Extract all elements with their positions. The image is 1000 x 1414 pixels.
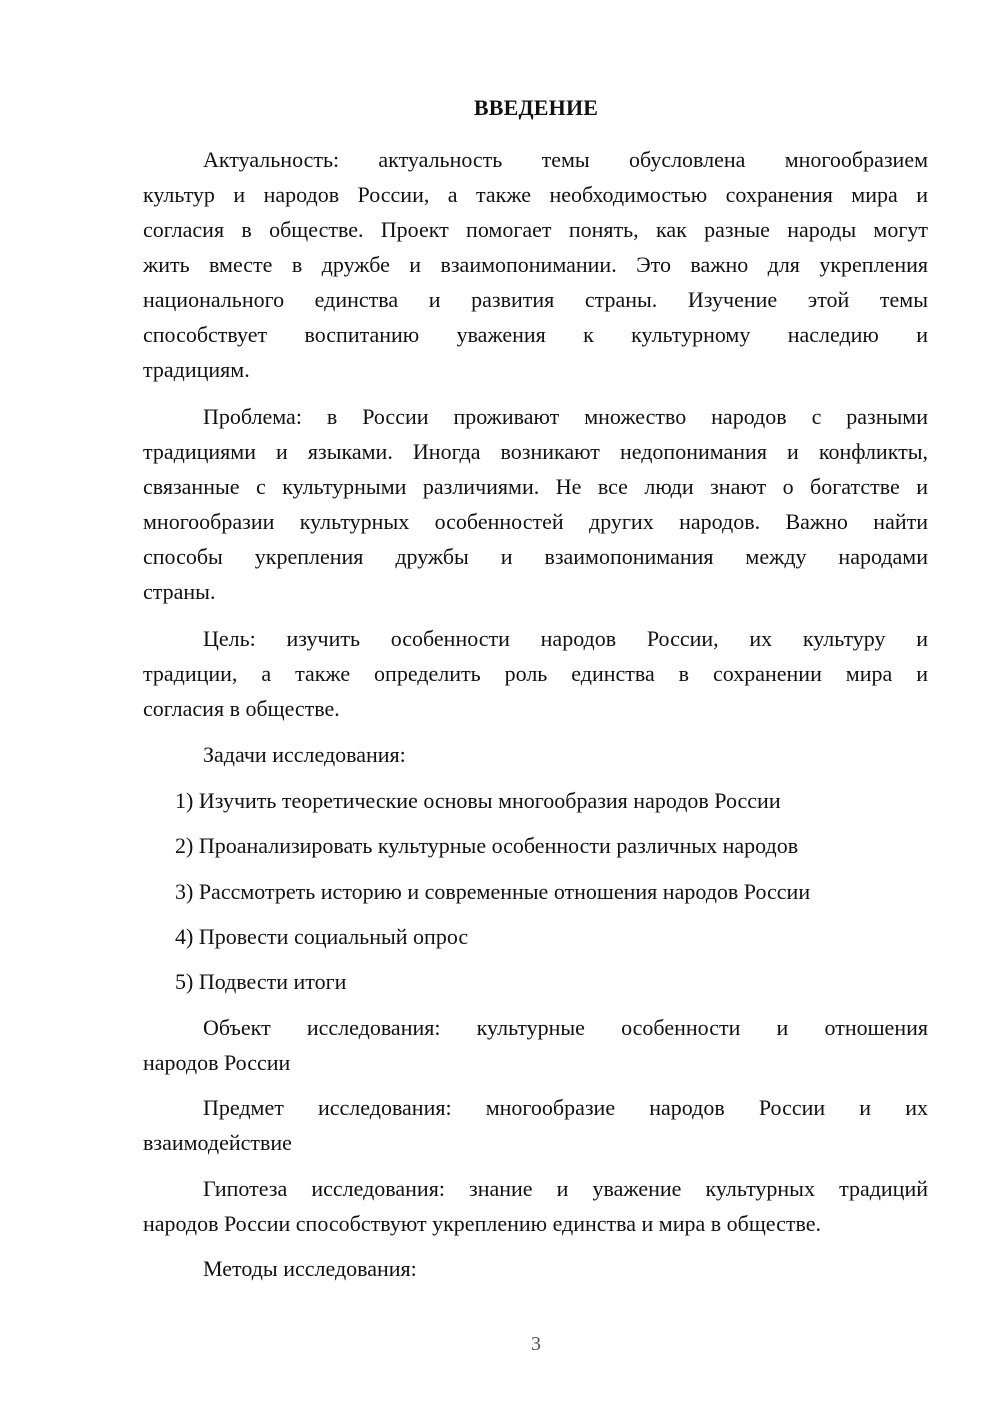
paragraph-line: согласия в обществе.: [143, 696, 340, 721]
relevance-paragraph: [143, 142, 928, 387]
paragraph-line: способы укрепления дружбы и взаимопонимания между народами: [143, 544, 928, 569]
tasks-heading: Задачи исследования:: [203, 742, 406, 767]
paragraph-line: Проблема: в России проживают множество народов с разными: [203, 404, 928, 429]
task-item: 4) Провести социальный опрос: [175, 924, 469, 949]
task-item: 2) Проанализировать культурные особенности различных народов: [175, 833, 799, 858]
task-item: 1) Изучить теоретические основы многообразия народов России: [175, 788, 781, 813]
hypothesis-paragraph: [143, 1171, 928, 1241]
task-item: 3) Рассмотреть историю и современные отношения народов России: [175, 879, 811, 904]
paragraph-line: согласия в обществе. Проект помогает понять, как разные народы могут: [143, 217, 928, 242]
tasks-heading-block: [143, 737, 928, 772]
paragraph-line: Объект исследования: культурные особенности и отношения: [203, 1015, 928, 1040]
methods-heading-block: [143, 1251, 928, 1286]
paragraph-line: народов России: [143, 1050, 291, 1075]
paragraph-line: многообразии культурных особенностей других народов. Важно найти: [143, 509, 928, 534]
paragraph-line: Гипотеза исследования: знание и уважение культурных традиций: [203, 1176, 928, 1201]
object-paragraph: [143, 1010, 928, 1080]
task-item: 5) Подвести итоги: [175, 969, 347, 994]
paragraph-line: Предмет исследования: многообразие народов России и их: [203, 1095, 928, 1120]
paragraph-line: жить вместе в дружбе и взаимопонимании. Это важно для укрепления: [143, 252, 928, 277]
paragraph-line: страны.: [143, 579, 216, 604]
paragraph-line: традициям.: [143, 357, 250, 382]
paragraph-line: Цель: изучить особенности народов России, их культуру и: [203, 626, 928, 651]
goal-paragraph: [143, 621, 928, 726]
paragraph-line: Актуальность: актуальность темы обусловлена многообразием: [203, 147, 928, 172]
paragraph-line: национального единства и развития страны. Изучение этой темы: [143, 287, 928, 312]
paragraph-line: традициями и языками. Иногда возникают недопонимания и конфликты,: [143, 439, 928, 464]
page-number: 3: [531, 1333, 541, 1355]
paragraph-line: связанные с культурными различиями. Не все люди знают о богатстве и: [143, 474, 928, 499]
paragraph-line: традиции, а также определить роль единства в сохранении мира и: [143, 661, 928, 686]
paragraph-line: культур и народов России, а также необходимостью сохранения мира и: [143, 182, 928, 207]
paragraph-line: способствует воспитанию уважения к культурному наследию и: [143, 322, 928, 347]
subject-paragraph: [143, 1090, 928, 1160]
problem-paragraph: [143, 399, 928, 609]
section-title: ВВЕДЕНИЕ: [473, 95, 599, 120]
paragraph-line: народов России способствуют укреплению единства и мира в обществе.: [143, 1211, 821, 1236]
methods-heading: Методы исследования:: [203, 1256, 417, 1281]
paragraph-line: взаимодействие: [143, 1130, 292, 1155]
